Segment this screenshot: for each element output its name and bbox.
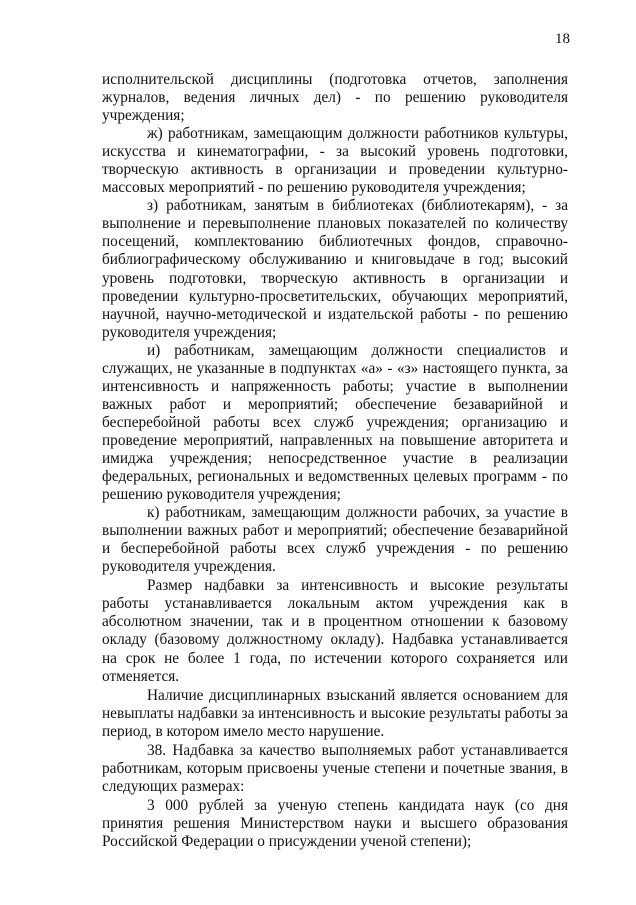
page-number: 18 bbox=[555, 31, 570, 47]
paragraph-candidate-degree: 3 000 рублей за ученую степень кандидата наук (со дня принятия решения Министерством науки и высшего образования Российской Федерации о присуждении ученой степени); bbox=[102, 796, 568, 850]
paragraph-continuation: исполнительской дисциплины (подготовка отчетов, заполнения журналов, ведения личных дел) - по решению руководителя учреждения; bbox=[102, 71, 568, 125]
paragraph-item-i: и) работникам, замещающим должности специалистов и служащих, не указанные в подпунктах «а» - «з» настоящего пункта, за интенсивность и напряженность работы; участие в выполнении важных работ и мероприятий; обеспечение безаварийной и бесперебойной работы всех служб учреждения; организацию и проведение мероприятий, направленных на повышение авторитета и имиджа учреждения; непосредственное участие в реализации федеральных, региональных и ведомственных целевых программ - по решению руководителя учреждения; bbox=[102, 341, 568, 504]
paragraph-item-zh: ж) работникам, замещающим должности работников культуры, искусства и кинематографии, - за высокий уровень подготовки, творческую активность в организации и проведении культурно-массовых мероприятий - по решению руководителя учреждения; bbox=[102, 125, 568, 197]
paragraph-bonus-size: Размер надбавки за интенсивность и высокие результаты работы устанавливается локальным актом учреждения как в абсолютном значении, так и в процентном отношении к базовому окладу (базовому должностному окладу). Надбавка устанавливается на срок не более 1 года, по истечении которого сохраняется или отменяется. bbox=[102, 577, 568, 685]
document-body bbox=[102, 71, 568, 851]
paragraph-section-38: 38. Надбавка за качество выполняемых работ устанавливается работникам, которым присвоены ученые степени и почетные звания, в следующих размерах: bbox=[102, 741, 568, 795]
paragraph-item-k: к) работникам, замещающим должности рабочих, за участие в выполнении важных работ и мероприятий; обеспечение безаварийной и бесперебойной работы всех служб учреждения - по решению руководителя учреждения. bbox=[102, 504, 568, 576]
paragraph-item-z: з) работникам, занятым в библиотеках (библиотекарям), - за выполнение и перевыполнение плановых показателей по количеству посещений, комплектованию библиотечных фондов, справочно-библиографическому обслуживанию и книговыдаче в год; высокий уровень подготовки, творческую активность в организации и проведении культурно-просветительских, обучающих мероприятий, научной, научно-методической и издательской работы - по решению руководителя учреждения; bbox=[102, 197, 568, 341]
paragraph-disciplinary: Наличие дисциплинарных взысканий является основанием для невыплаты надбавки за интенсивность и высокие результаты работы за период, в котором имело место нарушение. bbox=[102, 686, 568, 740]
